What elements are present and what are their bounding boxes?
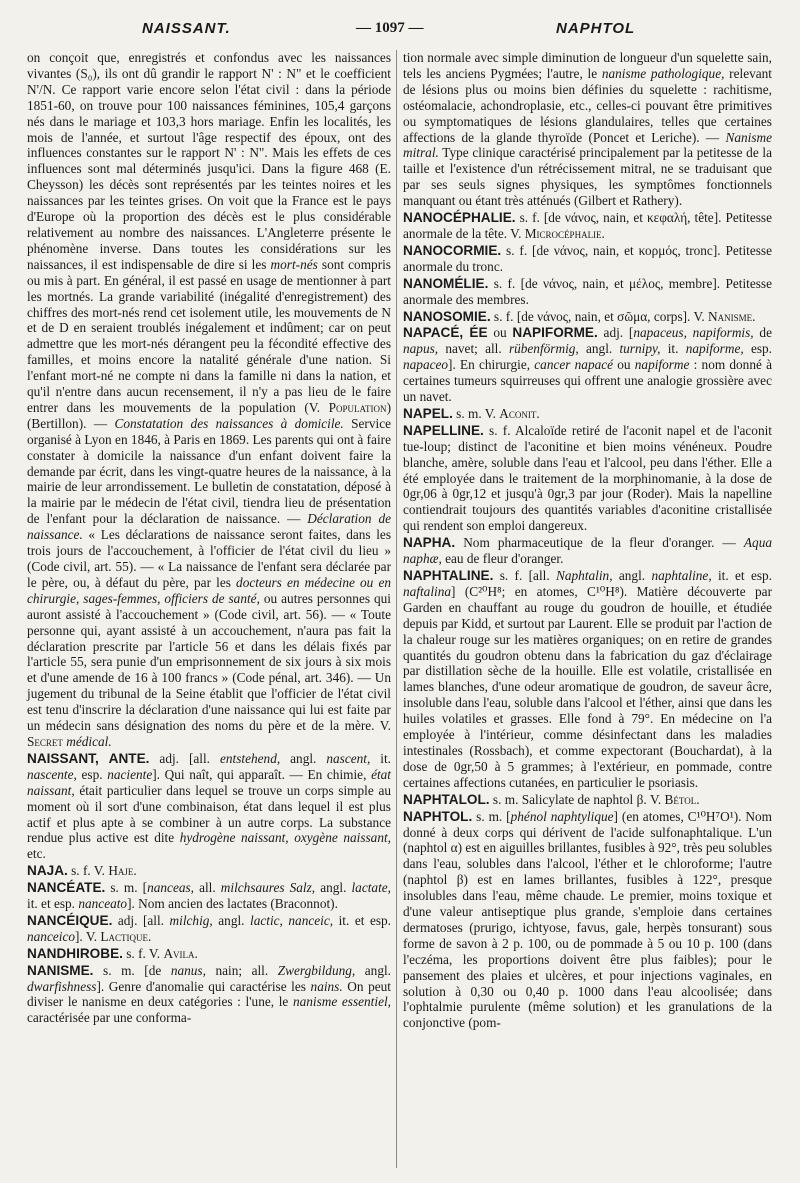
entry-text: s. m. [ bbox=[472, 808, 511, 824]
italic-text: turnipy, bbox=[619, 341, 661, 357]
entry-text: caractérisée par une conforma- bbox=[27, 1010, 192, 1026]
dictionary-entry bbox=[403, 809, 772, 1032]
entry-text: it. bbox=[660, 341, 686, 357]
entry-headword: NAPHA. bbox=[403, 535, 456, 551]
entry-text: relevant de lésions plus ou moins bien définies du squelette : rachitisme, ostéomalacie, achondroplasie, etc., celles-ci pouvant être primitives ou symptomatiques de lésions glandulaires, telles que certaines affections de la glande thyroïde (Poncet et Leriche). — bbox=[403, 65, 772, 145]
italic-text: phénol naphtylique bbox=[510, 808, 614, 824]
italic-text: nains. bbox=[310, 978, 343, 994]
entry-text: s. m. Salicylate de naphtol β. V. bbox=[489, 791, 665, 807]
small-caps-reference: Aconit. bbox=[499, 405, 540, 421]
italic-text: lactate, bbox=[351, 880, 391, 896]
entry-text: it. et esp. bbox=[711, 568, 772, 583]
entry-text: it. et esp. bbox=[333, 912, 391, 928]
italic-text: Nanisme mitral. bbox=[403, 129, 772, 161]
entry-text: s. f. [de νάνος, nain, et κεφαλή, tête]. Petitesse anormale de la tête. V. bbox=[403, 210, 772, 241]
entry-text: angl. bbox=[578, 341, 620, 357]
dictionary-entry bbox=[27, 880, 391, 912]
entry-text: angl. bbox=[355, 962, 391, 978]
italic-text: Naphtalin, bbox=[556, 568, 613, 583]
italic-text: Aqua naphæ, bbox=[403, 535, 772, 567]
entry-text: était particulier dans lequel se trouve un corps simple au moment où il sort d'une combinaison, état dans lequel il est plus actif et plus apte à se combiner à un autre corps. La substance rendue plus active est dite bbox=[27, 782, 391, 846]
entry-text: ) (Bertillon). — bbox=[27, 399, 391, 431]
italic-text: docteurs en médecine ou en chirurgie, sages-femmes, officiers de santé, bbox=[27, 574, 391, 606]
entry-text: ou bbox=[613, 357, 635, 373]
entry-text: s. f. Alcaloïde retiré de l'aconit napel et de l'aconit tue-loup; distinct de l'aconitine et bien moins vénéneux. Poudre blanche, amère, soluble dans l'eau et l'alcool, peu dans l'éther. Elle a été employée dans le traitement de la morphinomanie, à la dose de 0gr,06 à 0gr,12 et jusqu'à 0gr,3 par jour (Roder). Mais la napelline contiendrait toujours des quantités variables d'aconitine cristallisée qui rendent son emploi dangereux. bbox=[403, 422, 772, 534]
entry-headword: NANDHIROBE. bbox=[27, 945, 123, 961]
page-number: — 1097 — bbox=[356, 20, 424, 36]
italic-text: Déclaration de naissance. bbox=[27, 511, 391, 543]
entry-headword: NAJA. bbox=[27, 863, 68, 879]
entry-headword: NANISME. bbox=[27, 962, 94, 978]
left-column bbox=[27, 50, 391, 1026]
italic-text: naphtaline, bbox=[651, 568, 712, 583]
entry-headword: NANOMÉLIE. bbox=[403, 275, 489, 291]
dictionary-entry bbox=[403, 325, 772, 405]
dictionary-entry bbox=[403, 406, 772, 422]
entry-text: s. f. [de νάνος, nain, et μέλος, membre]. Petitesse anormale des membres. bbox=[403, 275, 772, 307]
entry-text: all. bbox=[194, 880, 221, 896]
entry-text: ou bbox=[487, 325, 513, 341]
running-head-right: NAPHTOL bbox=[556, 20, 636, 37]
entry-text: esp. bbox=[76, 766, 108, 782]
dictionary-entry bbox=[403, 243, 772, 275]
dictionary-entry bbox=[403, 309, 772, 325]
italic-text: lactic, nanceic, bbox=[250, 912, 334, 928]
entry-text: Nom pharmaceutique de la fleur d'oranger. — bbox=[455, 535, 744, 551]
entry-headword: NANOSOMIE. bbox=[403, 308, 491, 324]
entry-text: On peut diviser le nanisme en deux catégories : l'une, le bbox=[27, 978, 391, 1010]
italic-text: nanceas, bbox=[147, 880, 195, 896]
entry-text: adj. [ bbox=[597, 325, 634, 341]
italic-text: napiforme bbox=[634, 357, 690, 373]
entry-text: s. m. V. bbox=[452, 405, 500, 421]
running-head bbox=[0, 20, 800, 44]
italic-text: nanisme essentiel, bbox=[292, 994, 391, 1010]
italic-text: nascente, bbox=[27, 766, 77, 782]
entry-text: Type clinique caractérisé principalement par la petitesse de la taille et l'existence d'un rétrécissement mitral, ne se traduisant que par ses seuls signes physiques, les symptômes fonctionnels manquant ou étant très atténués (Gilbert et Rathery). bbox=[403, 145, 772, 209]
italic-text: état naissant, bbox=[27, 766, 392, 798]
dictionary-entry bbox=[27, 863, 391, 879]
dictionary-entry bbox=[403, 423, 772, 534]
dictionary-entry bbox=[403, 210, 772, 242]
small-caps-reference: Population bbox=[328, 399, 387, 415]
italic-text: rübenförmig, bbox=[508, 341, 579, 357]
dictionary-entry bbox=[27, 963, 391, 1027]
italic-text: napiforme, bbox=[685, 341, 744, 357]
entry-headword: NANOCORMIE. bbox=[403, 242, 502, 258]
entry-text: s. f. [de νάνος, nain, et σῶμα, corps]. V. bbox=[490, 308, 708, 324]
entry-text: s. f. [all. bbox=[493, 568, 557, 583]
running-head-left: NAISSANT. bbox=[142, 20, 231, 37]
entry-text: de bbox=[753, 325, 772, 341]
entry-text: it. et esp. bbox=[27, 896, 79, 912]
entry-text: ]. Nom ancien des lactates (Braconnot). bbox=[127, 896, 338, 912]
entry-text: s. f. [de νάνος, nain, et κορμός, tronc]. Petitesse anormale du tronc. bbox=[403, 242, 772, 274]
entry-text: « Les déclarations de naissance seront faites, dans les trois jours de l'accouchement, à l'officier de l'état civil du lieu » (Code civil, art. 55). — « La naissance de l'enfant sera déclarée par le père, ou, à défaut du père, par les bbox=[27, 527, 391, 590]
dictionary-entry bbox=[27, 913, 391, 945]
entry-text: on conçoit que, enregistrés et confondus avec les naissances vivantes (S₀), ils ont dû grandir le rapport N' : N" et le coefficient N'/N. Ce rapport varie encore selon l'état civil : dans la période 1851-60, on trouve pour 100 naissances féminines, 105,4 garçons nés dans le mariage et 103,3 hors mariage. Enfin les localités, les mois de l'année, et surtout l'âge respectif des époux, ont des influences constantes sur le rapport N' : N". Mais les effets de ces influences sont mal déterminés jusqu'ici. Dans la figure 468 (E. Cheysson) les décès sont représentés par les teintes noires et les naissances par les teintes grises. On voit que la France est le pays d'Europe où la proportion des décès est le plus considérable relativement au nombre des naissances. L'Angleterre présente le phénomène inverse. Dans toutes les considérations sur les naissances, il est indispensable de dire si les bbox=[27, 50, 391, 272]
small-caps-reference: Microcéphalie. bbox=[524, 225, 605, 241]
entry-text: angl. bbox=[212, 912, 251, 928]
italic-text: naciente bbox=[107, 766, 153, 782]
italic-text: naftalina bbox=[403, 583, 452, 599]
dictionary-entry bbox=[403, 568, 772, 791]
entry-headword: NAPEL. bbox=[403, 405, 453, 421]
dictionary-entry bbox=[403, 276, 772, 308]
entry-text: etc. bbox=[27, 846, 46, 862]
italic-text: nanceato bbox=[78, 896, 128, 912]
entry-text: ou autres personnes qui auront assisté à l'accouchement » (Code civil, art. 56). — « Toute personne qui, ayant assisté à un accouchement, n'aura pas fait la déclaration prescrite par l'article 56 et dans les délais fixés par l'article 55, sera punie d'un emprisonnement de six jours à six mois et d'une amende de 16 à 100 francs » (Code pénal, art. 346). — Un jugement du tribunal de la Seine établit que l'officier de l'état civil est tenu d'inscrire la déclaration d'une naissance qui lui est faite par un médecin sans désignation des noms du père et de la mère. V. bbox=[27, 590, 391, 734]
entry-text: ]. Genre d'anomalie qui caractérise les bbox=[96, 978, 311, 994]
entry-text: adj. [all. bbox=[112, 912, 170, 928]
entry-text: sont compris ou mis à part. En général, il est passé en usage de mentionner à part les mortnés. La grande variabilité (inégalité d'enregistrement) des chiffres des mort-nés rend cet isolement utile, les mouvements de N et de D en seraient troublés inégalement et indûment; car on peut admettre que les mort-nés dérangent peu la fécondité effective des familles, et moins encore la natalité générale d'une nation. Si l'enfant mort-né ne compte ni dans la famille ni dans la nation, et qu'il n'entre dans aucun recensement, il n'y a pas lieu de le faire entrer dans les mouvements de la population (V. bbox=[27, 256, 391, 415]
dictionary-entry bbox=[27, 946, 391, 962]
entry-headword: NAPELLINE. bbox=[403, 422, 484, 438]
entry-text: ]. En chirurgie, bbox=[448, 357, 535, 373]
column-divider bbox=[396, 50, 397, 1168]
italic-text: Constatation des naissances à domicile. bbox=[114, 415, 344, 431]
entry-headword: NAPIFORME. bbox=[512, 325, 598, 341]
entry-text: angl. bbox=[280, 750, 327, 766]
italic-text: nascent, bbox=[326, 750, 371, 766]
italic-text: Zwergbildung, bbox=[277, 962, 356, 978]
entry-headword: NAPHTALINE. bbox=[403, 568, 494, 583]
entry-text: ] (en atomes, C¹⁰H⁷O¹). Nom donné à deux corps qui dérivent de l'acide sulfonaphtalique. L'un (naphtol α) est en aiguilles brillantes, fusibles à 92°, très peu solubles dans l'eau, solubles dans l'alcool, l'éther et le chloroforme; l'autre (naphtol β) est en lames brillantes, fusibles à 122°, presque insolubles dans l'eau, même chaude. Le premier, moins toxique et d'une valeur antiseptique plus grande, s'emploie dans certaines dermatoses (prurigo, ichtyose, favus, gale, herpès tonsurant) sous forme de savon à 2 p. 100, ou de pommade à 5 ou 10 p. 100 (dans l'eczéma, les proportions doivent être plus faibles); pour le pansement des plaies et ulcères, et pour injections vaginales, en solution à 0,30 ou 0,40 p. 1000 dans l'eau alcoolisée; dans l'ophtalmie purulente (même solution) et les granulations de la conjonctive (pom- bbox=[403, 808, 772, 1031]
entry-headword: NAISSANT, ANTE. bbox=[27, 750, 150, 766]
entry-headword: NANCÉIQUE. bbox=[27, 912, 113, 928]
entry-text: ]. V. bbox=[75, 928, 101, 944]
entry-text: s. m. [ bbox=[105, 880, 148, 896]
small-caps-reference: Haje. bbox=[108, 863, 137, 879]
entry-headword: NAPHTALOL. bbox=[403, 791, 490, 807]
continued-paragraph bbox=[403, 50, 772, 209]
entry-headword: NANOCÉPHALIE. bbox=[403, 210, 516, 226]
italic-text: napaceo bbox=[403, 357, 449, 373]
small-caps-reference: Secret bbox=[27, 733, 63, 749]
entry-text: eau de fleur d'oranger. bbox=[441, 551, 564, 567]
entry-text: angl. bbox=[612, 568, 652, 583]
entry-headword: NAPACÉ, ÉE bbox=[403, 325, 488, 341]
italic-text: cancer napacé bbox=[534, 357, 614, 373]
small-caps-reference: Bétol. bbox=[664, 791, 700, 807]
italic-text: napus, bbox=[403, 341, 439, 357]
entry-text: tion normale avec simple diminution de longueur d'un squelette sain, tels les anciens Pygmées; l'autre, le bbox=[403, 50, 772, 81]
italic-text: dwarfishness bbox=[27, 978, 97, 994]
entry-text: s. f. V. bbox=[122, 945, 164, 961]
italic-text: entstehend, bbox=[219, 750, 281, 766]
entry-headword: NANCÉATE. bbox=[27, 880, 106, 896]
italic-text: mort-nés bbox=[270, 256, 318, 272]
small-caps-reference: Lactique. bbox=[100, 928, 152, 944]
entry-text: esp. bbox=[743, 341, 772, 357]
small-caps-reference: Nanisme. bbox=[708, 308, 756, 324]
entry-text: s. m. [de bbox=[93, 962, 171, 978]
italic-text: nanisme pathologique, bbox=[601, 65, 725, 81]
entry-text: angl. bbox=[315, 880, 352, 896]
entry-headword: NAPHTOL. bbox=[403, 808, 473, 824]
entry-text: navet; all. bbox=[438, 341, 509, 357]
italic-text: milchsaures Salz, bbox=[220, 880, 316, 896]
continued-paragraph bbox=[27, 50, 391, 750]
entry-text: ] (C²⁰H⁸; en atomes, C¹⁰H⁸). Matière découverte par Garden en chauffant au rouge du goudron de houille, et étudiée depuis par Kidd, et surtout par Laurent. Elle se produit par l'action de la chaleur rouge sur les matières organiques; on en retire de grandes quantités du goudron obtenu dans la fabrication du gaz d'éclairage par distillation sèche de la houille. Elle est volatile, cristallisée en lames blanches, d'une odeur aromatique de goudron, de saveur âcre, insoluble dans l'eau, soluble dans l'alcool et l'éther, ainsi que dans les huiles volatiles et grasses. Elle fond à 79°. En médecine on l'a employée à l'intérieur, comme désinfectant dans les maladies intestinales (Rossbach), et comme expectorant (Bouchardat), à la dose de 0gr,50 à 5 grammes; à l'extérieur, en pommade, contre certaines affections cutanées, en particulier le psoriasis. bbox=[403, 583, 772, 790]
italic-text: nanceico bbox=[27, 928, 75, 944]
entry-text: s. f. V. bbox=[67, 863, 109, 879]
dictionary-entry bbox=[27, 751, 391, 862]
italic-text: médical. bbox=[66, 733, 112, 749]
entry-text: it. bbox=[370, 750, 391, 766]
italic-text: napaceus, napiformis, bbox=[633, 325, 754, 341]
dictionary-entry bbox=[403, 535, 772, 567]
italic-text: hydrogène naissant, oxygène naissant, bbox=[179, 830, 391, 846]
entry-text: : nom donné à certaines tumeurs squirreuses qui offrent une analogie grossière avec un navet. bbox=[403, 357, 772, 405]
italic-text: nanus, bbox=[170, 962, 206, 978]
entry-text: nain; all. bbox=[205, 962, 278, 978]
entry-text: ]. Qui naît, qui apparaît. — En chimie, bbox=[152, 766, 372, 782]
small-caps-reference: Avila. bbox=[163, 945, 198, 961]
entry-text: adj. [all. bbox=[149, 750, 220, 766]
right-column bbox=[403, 50, 772, 1031]
dictionary-entry bbox=[403, 792, 772, 808]
entry-text: Service organisé à Lyon en 1846, à Paris en 1869. Les parents qui ont à faire constater à domicile la naissance d'un enfant doivent faire la demande par écrit, dans les vingt-quatre heures de la naissance, à la mairie de leur arrondissement. Le bulletin de constatation, déposé à la mairie par le médecin de l'état civil, tiendra lieu de présentation de l'enfant pour la déclaration de naissance. — bbox=[27, 415, 392, 527]
italic-text: milchig, bbox=[169, 912, 213, 928]
